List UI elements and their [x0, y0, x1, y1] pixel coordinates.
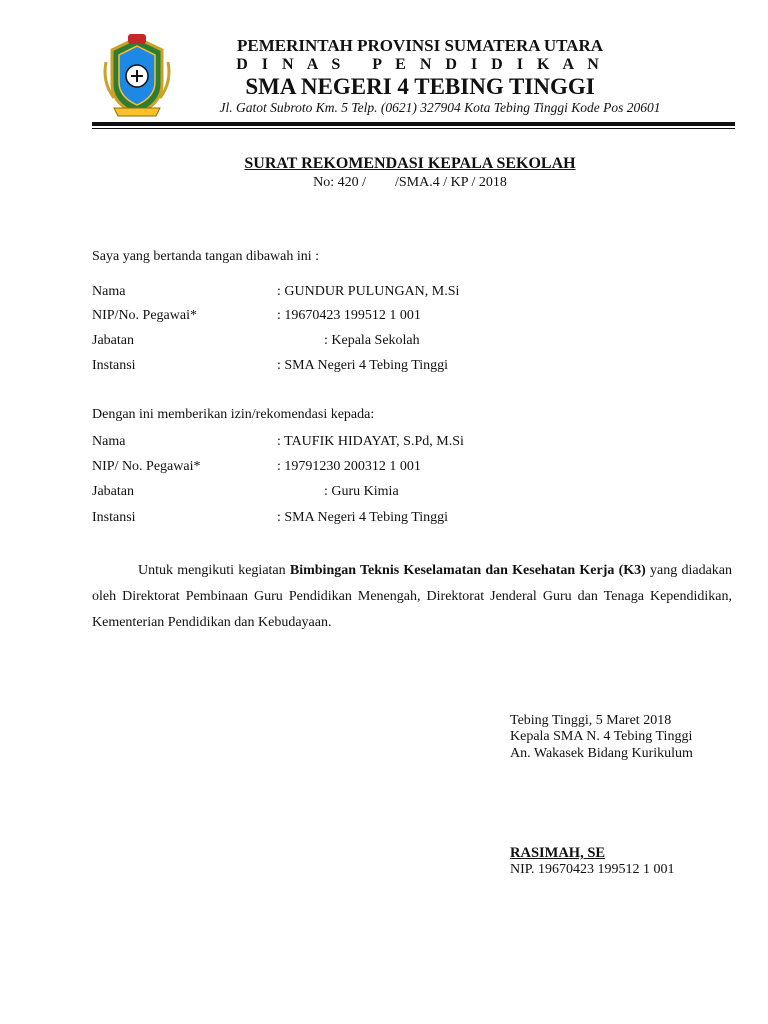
body-text-post: yang diadakan oleh Direktorat Pembinaan Guru Pendidikan Menengah, Direktorat Jenderal Guru dan Tenaga Kependidikan, Kementerian Pendidikan dan Kebudayaan.: [92, 563, 733, 630]
letter-number-prefix: No: 420 /: [313, 175, 366, 190]
letter-number-suffix: /SMA.4 / KP / 2018: [395, 175, 507, 190]
signer-label-name: Nama: [92, 284, 126, 299]
recipient-value-nip: : 19791230 200312 1 001: [277, 459, 421, 474]
closing-on-behalf: An. Wakasek Bidang Kurikulum: [510, 746, 693, 761]
intro-text: Saya yang bertanda tangan dibawah ini :: [92, 249, 320, 264]
signer-value-institution: : SMA Negeri 4 Tebing Tinggi: [277, 358, 449, 373]
signer-label-nip: NIP/No. Pegawai*: [92, 308, 197, 323]
signatory-nip: NIP. 19670423 199512 1 001: [510, 862, 675, 877]
body-paragraph: [92, 558, 732, 636]
letter-number: [160, 175, 660, 191]
recipient-label-institution: Instansi: [92, 510, 136, 525]
recommend-intro-text: Dengan ini memberikan izin/rekomendasi kepada:: [92, 407, 375, 422]
recipient-label-position: Jabatan: [92, 484, 134, 499]
letterhead-address: Jl. Gatot Subroto Km. 5 Telp. (0621) 327904 Kota Tebing Tinggi Kode Pos 20601: [219, 100, 661, 115]
signer-value-name: : GUNDUR PULUNGAN, M.Si: [277, 284, 460, 299]
recipient-value-name: : TAUFIK HIDAYAT, S.Pd, M.Si: [277, 434, 464, 449]
letterhead-divider-thick: [92, 122, 735, 126]
letterhead-divider-thin: [92, 128, 735, 129]
letterhead-department: D I N A S P E N D I D I K A N: [236, 56, 604, 73]
body-text-event: Bimbingan Teknis Keselamatan dan Kesehatan Kerja (K3): [289, 563, 646, 578]
signer-label-position: Jabatan: [92, 333, 134, 348]
letterhead-school-name: SMA NEGERI 4 TEBING TINGGI: [245, 74, 595, 99]
signer-label-institution: Instansi: [92, 358, 136, 373]
closing-position: Kepala SMA N. 4 Tebing Tinggi: [510, 729, 693, 744]
recipient-label-name: Nama: [92, 434, 126, 449]
recipient-label-nip: NIP/ No. Pegawai*: [92, 459, 201, 474]
signatory-name: RASIMAH, SE: [510, 845, 606, 861]
letter-title: SURAT REKOMENDASI KEPALA SEKOLAH: [244, 155, 576, 172]
recipient-value-position: : Guru Kimia: [324, 484, 399, 499]
signer-value-position: : Kepala Sekolah: [324, 333, 420, 348]
body-text-pre: Untuk mengikuti kegiatan: [138, 563, 290, 578]
closing-place-date: Tebing Tinggi, 5 Maret 2018: [510, 713, 672, 728]
recipient-value-institution: : SMA Negeri 4 Tebing Tinggi: [277, 510, 449, 525]
letterhead-government: PEMERINTAH PROVINSI SUMATERA UTARA: [237, 36, 603, 55]
signer-value-nip: : 19670423 199512 1 001: [277, 308, 421, 323]
